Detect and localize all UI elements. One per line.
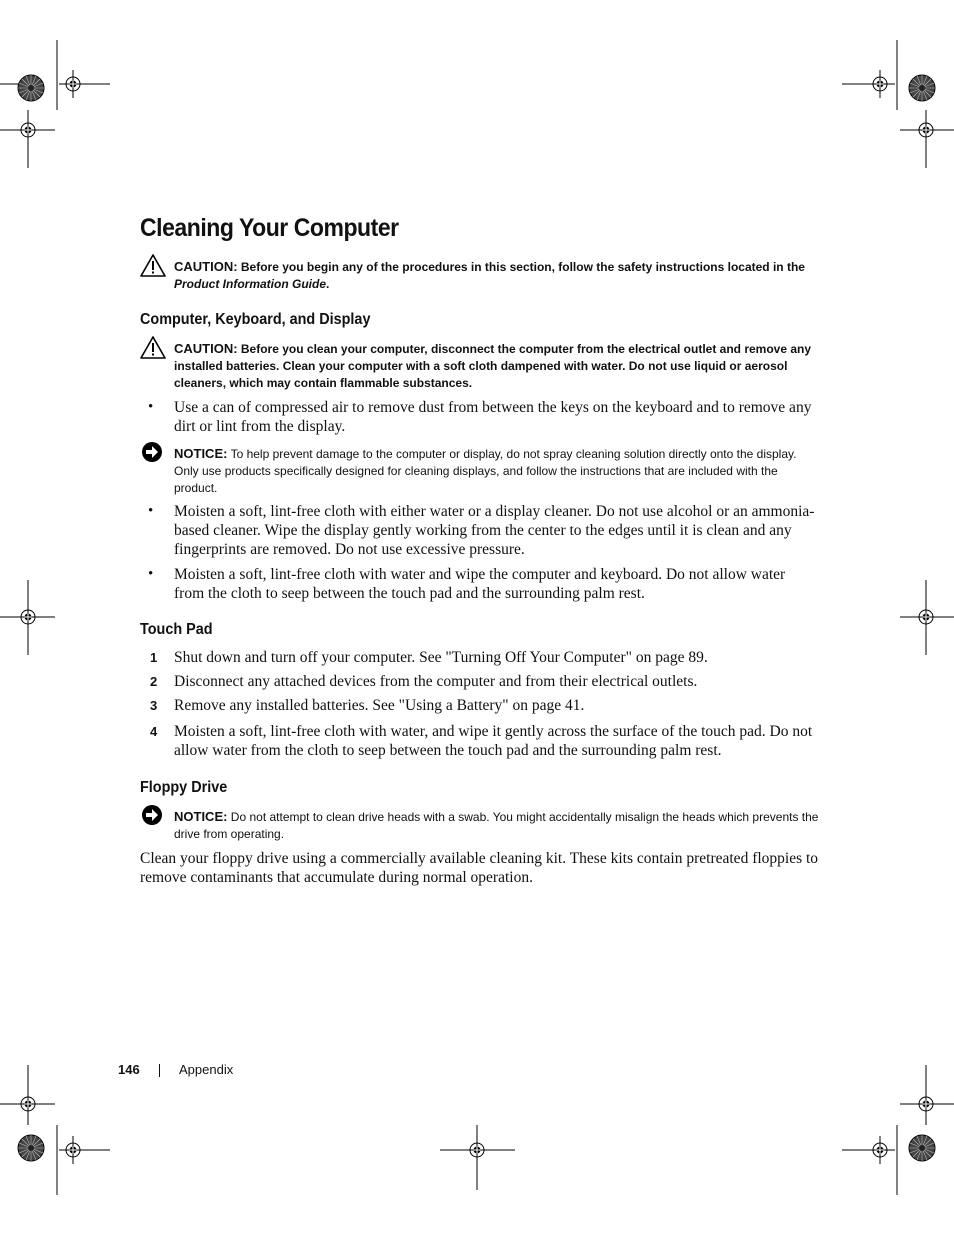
floppy-paragraph: Clean your floppy drive using a commercially available cleaning kit. These kits contain pretreated floppies to remove contaminants that accumulate during normal operation. (140, 850, 819, 886)
notice-text: To help prevent damage to the computer or display, do not spray cleaning solution directly onto the display. Only use products specifically designed for cleaning displays, and follow the instructions that are included with the product. (174, 447, 797, 495)
page-title: Cleaning Your Computer (140, 214, 399, 242)
step-text: Moisten a soft, lint-free cloth with water, and wipe it gently across the surface of the touch pad. Do not allow water from the cloth to seep between the touch pad and the surrounding palm rest. (174, 723, 813, 759)
step-number: 2 (150, 674, 158, 689)
bullet-marker: • (148, 399, 154, 415)
page-number: 146 (118, 1062, 140, 1077)
notice-arrow-icon (141, 804, 163, 826)
footer-divider (159, 1064, 160, 1077)
step-text: Shut down and turn off your computer. See "Turning Off Your Computer" on page 89. (174, 649, 708, 666)
section-heading-floppy-drive: Floppy Drive (140, 779, 228, 796)
notice-label: NOTICE: (174, 809, 228, 824)
caution-note-clean-computer (174, 340, 819, 392)
bullet-marker: • (148, 503, 154, 519)
caution-end: . (326, 277, 330, 291)
bullet-marker: • (148, 566, 154, 582)
caution-label: CAUTION: (174, 341, 238, 356)
step-number: 4 (150, 724, 158, 739)
caution-text: Before you begin any of the procedures in this section, follow the safety instructions located in the (240, 260, 805, 274)
step-text: Disconnect any attached devices from the computer and from their electrical outlets. (174, 673, 698, 690)
notice-arrow-icon (141, 441, 163, 463)
bullet-item-compressed-air: Use a can of compressed air to remove dust from between the keys on the keyboard and to remove any dirt or lint from the display. (174, 399, 812, 435)
bullet-item-moisten-keyboard: Moisten a soft, lint-free cloth with water and wipe the computer and keyboard. Do not allow water from the cloth to seep between the touch pad and the surrounding palm rest. (174, 566, 786, 602)
caution-triangle-icon (140, 254, 166, 277)
caution-note (174, 258, 819, 293)
footer-section-name: Appendix (179, 1062, 234, 1077)
bullet-item-moisten-display: Moisten a soft, lint-free cloth with either water or a display cleaner. Do not use alcohol or an ammonia-based cleaner. Wipe the display gently working from the center to the edges until it is clean and any fingerprints are removed. Do not use excessive pressure. (174, 503, 815, 558)
notice-text: Do not attempt to clean drive heads with a swab. You might accidentally misalign the heads which prevents the drive from operating. (174, 810, 819, 841)
caution-triangle-icon (140, 336, 166, 359)
step-number: 3 (150, 698, 158, 713)
product-guide-reference: Product Information Guide (174, 277, 326, 291)
caution-text: Before you clean your computer, disconnect the computer from the electrical outlet and remove any installed batteries. Clean your computer with a soft cloth dampened with water. Do not use liquid or aerosol cleaners, which may contain flammable substances. (174, 342, 812, 390)
section-heading-touch-pad: Touch Pad (140, 621, 213, 638)
notice-note-floppy (174, 808, 819, 843)
section-heading-computer-keyboard-display: Computer, Keyboard, and Display (140, 311, 371, 328)
step-text: Remove any installed batteries. See "Using a Battery" on page 41. (174, 697, 585, 714)
notice-note-display (174, 445, 819, 497)
caution-label: CAUTION: (174, 259, 238, 274)
notice-label: NOTICE: (174, 446, 228, 461)
step-number: 1 (150, 650, 158, 665)
